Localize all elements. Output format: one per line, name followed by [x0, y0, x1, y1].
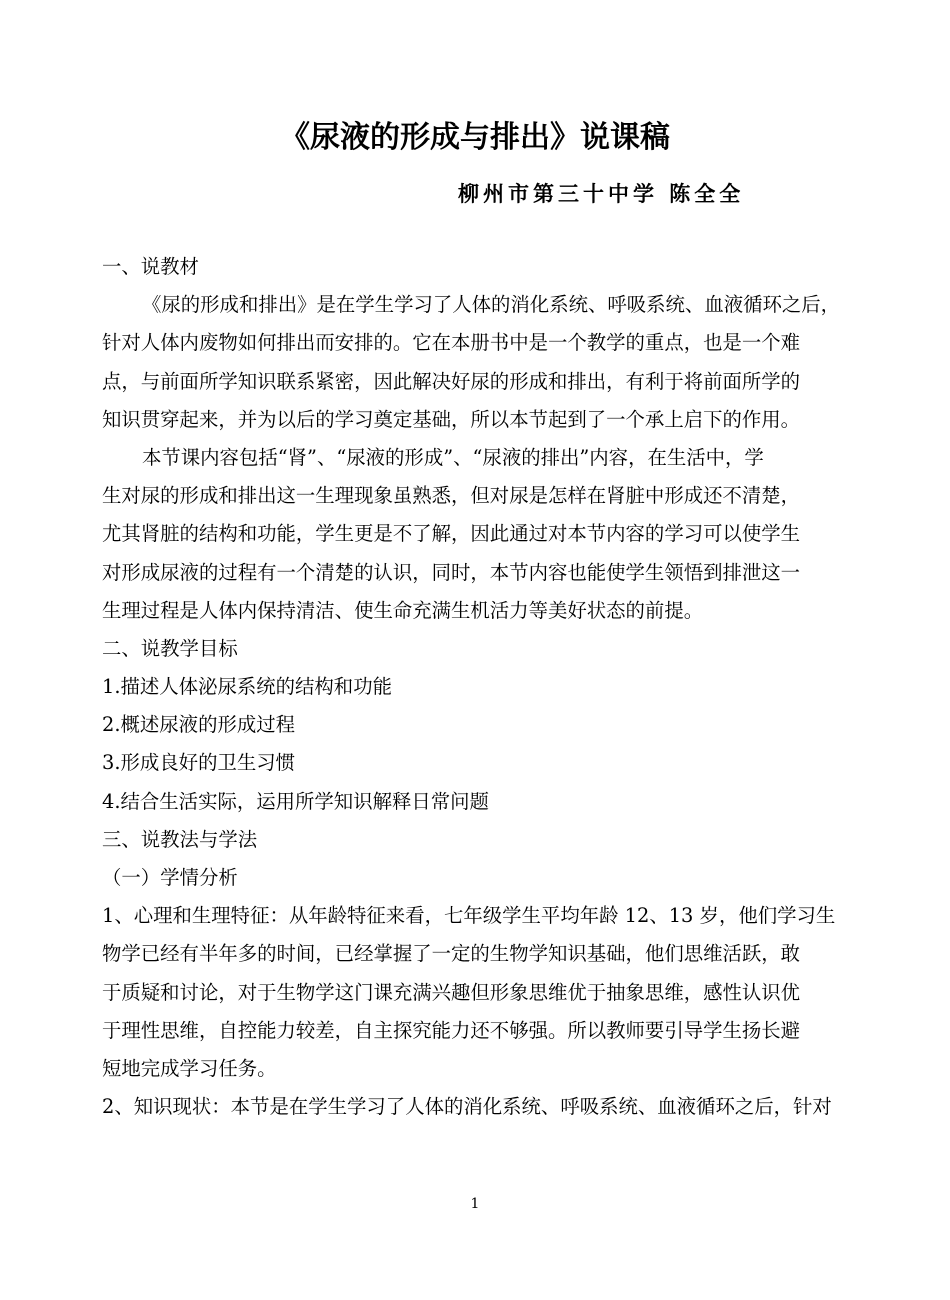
document-title: 《尿液的形成与排出》说课稿	[280, 120, 670, 155]
paragraph-line: 1、心理和生理特征：从年龄特征来看，七年级学生平均年龄 12、13 岁，他们学习生	[102, 904, 836, 928]
paragraph-line: 生理过程是人体内保持清洁、使生命充满生机活力等美好状态的前提。	[102, 598, 704, 622]
goal-item: 2.概述尿液的形成过程	[102, 713, 296, 737]
goal-item: 3.形成良好的卫生习惯	[102, 751, 296, 775]
document-body	[102, 248, 854, 1126]
document-author: 柳州市第三十中学 陈全全	[458, 182, 745, 206]
goal-item: 4.结合生活实际，运用所学知识解释日常问题	[102, 789, 489, 813]
paragraph-line: 物学已经有半年多的时间，已经掌握了一定的生物学知识基础，他们思维活跃，敢	[102, 942, 801, 966]
paragraph-line: 于理性思维，自控能力较差，自主探究能力还不够强。所以教师要引导学生扬长避	[102, 1018, 801, 1042]
goal-item: 1.描述人体泌尿系统的结构和功能	[102, 675, 392, 699]
paragraph-line: 于质疑和讨论，对于生物学这门课充满兴趣但形象思维优于抽象思维，感性认识优	[102, 980, 801, 1004]
section-heading-methods: 三、说教法与学法	[102, 827, 258, 851]
paragraph-line: 《尿的形成和排出》是在学生学习了人体的消化系统、呼吸系统、血液循环之后，	[142, 293, 841, 317]
page-number: 1	[470, 1196, 480, 1212]
paragraph-line: 知识贯穿起来，并为以后的学习奠定基础，所以本节起到了一个承上启下的作用。	[102, 407, 801, 431]
section-heading-teaching-goals: 二、说教学目标	[102, 636, 238, 660]
paragraph-line: 生对尿的形成和排出这一生理现象虽熟悉，但对尿是怎样在肾脏中形成还不清楚，	[102, 484, 801, 508]
paragraph-line: 短地完成学习任务。	[102, 1056, 277, 1080]
paragraph-line: 本节课内容包括“肾”、“尿液的形成”、“尿液的排出”内容，在生活中，学	[142, 445, 764, 469]
subsection-heading-student-analysis: （一）学情分析	[102, 866, 238, 889]
paragraph-line: 2、知识现状：本节是在学生学习了人体的消化系统、呼吸系统、血液循环之后，针对	[102, 1095, 832, 1119]
paragraph-line: 尤其肾脏的结构和功能，学生更是不了解，因此通过对本节内容的学习可以使学生	[102, 522, 801, 546]
paragraph-line: 点，与前面所学知识联系紧密，因此解决好尿的形成和排出，有利于将前面所学的	[102, 369, 801, 393]
paragraph-line: 对形成尿液的过程有一个清楚的认识，同时，本节内容也能使学生领悟到排泄这一	[102, 560, 801, 584]
paragraph-line: 针对人体内废物如何排出而安排的。它在本册书中是一个教学的重点，也是一个难	[102, 331, 801, 355]
section-heading-teaching-material: 一、说教材	[102, 255, 199, 278]
